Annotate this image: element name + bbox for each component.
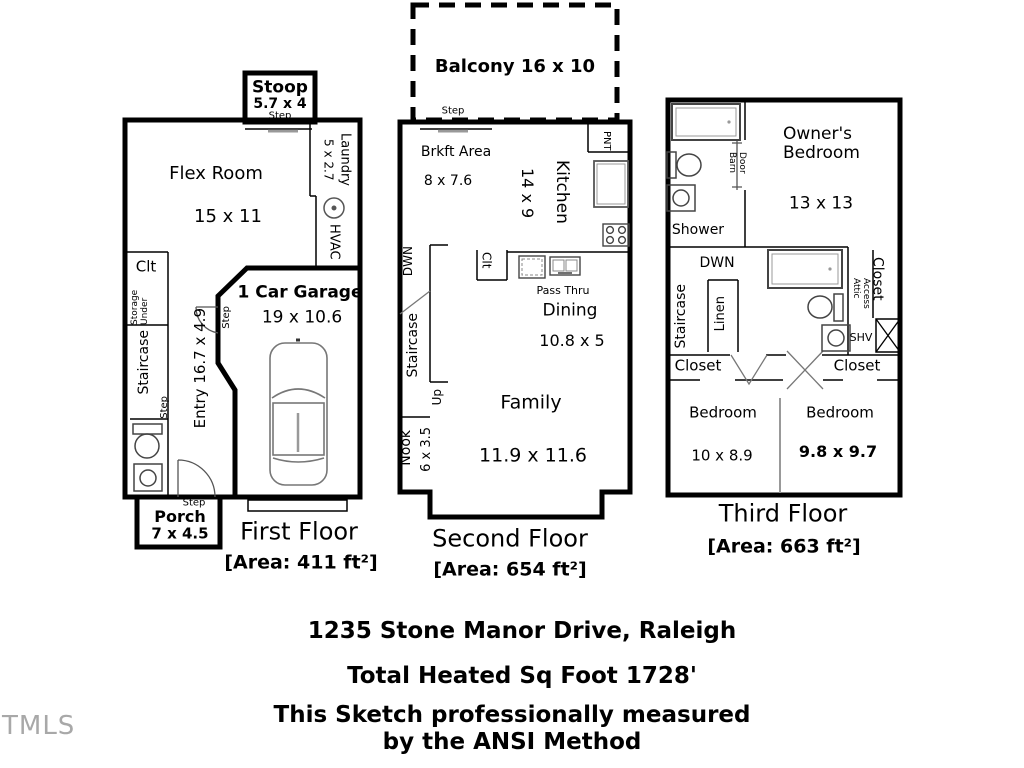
- closet-label-bottom-left: Closet: [674, 356, 722, 375]
- dining-dims: 10.8 x 5: [539, 331, 605, 351]
- closet-label-second-floor: Clt: [479, 252, 494, 269]
- shv-label: SHV: [849, 330, 873, 344]
- flex-room-label: Flex Room: [169, 162, 263, 184]
- first-floor-hvac-icon: [324, 198, 344, 218]
- staircase-step-label: Step: [159, 396, 170, 419]
- bedroom-right-dims: 9.8 x 9.7: [798, 442, 878, 462]
- kitchen-dims: 14 x 9: [517, 168, 537, 219]
- sink-icon-third-floor-mid: [822, 325, 850, 351]
- total-heated-line: Total Heated Sq Foot 1728': [347, 663, 697, 690]
- staircase-label-second-floor: Staircase: [405, 313, 421, 378]
- pantry-label: PNT: [601, 131, 613, 151]
- porch-step-label: Step: [182, 497, 206, 509]
- flex-room-dims: 15 x 11: [194, 205, 262, 227]
- stoop-label: Stoop: [252, 77, 308, 98]
- garage-step-label: Step: [221, 306, 232, 329]
- nook-dims: 6 x 3.5: [419, 427, 434, 472]
- kitchen-label: Kitchen: [552, 160, 573, 224]
- entry-label: Entry 16.7 x 4.9: [191, 308, 209, 429]
- staircase-label-first-floor: Staircase: [136, 330, 152, 395]
- toilet-icon-first-floor: [133, 424, 162, 458]
- bedroom-left-label: Bedroom: [689, 403, 757, 422]
- nook-label: Nook: [398, 430, 414, 466]
- toilet-icon-third-floor-left: [667, 152, 701, 178]
- address-line: 1235 Stone Manor Drive, Raleigh: [307, 618, 737, 645]
- porch-dims: 7 x 4.5: [151, 524, 209, 543]
- balcony-label: Balcony 16 x 10: [434, 55, 596, 77]
- bathtub-icon: [768, 250, 842, 288]
- storage-under-label: Storage Under: [130, 289, 151, 325]
- garage-label: 1 Car Garage: [237, 282, 363, 303]
- dwn-label-second-floor: DWN: [401, 246, 415, 277]
- owners-bedroom-dims: 13 x 13: [788, 193, 854, 214]
- toilet-icon-third-floor-mid: [808, 294, 843, 321]
- stoop-dims: 5.7 x 4: [253, 96, 307, 113]
- family-label: Family: [500, 391, 562, 414]
- sink-icon-first-floor: [134, 464, 162, 491]
- third-floor-title: Third Floor: [718, 499, 848, 528]
- car-icon: [270, 340, 327, 485]
- attic-access-label: Attic Access: [851, 278, 872, 309]
- tmls-watermark: TMLS: [2, 711, 76, 741]
- staircase-label-third-floor: Staircase: [673, 284, 689, 349]
- stoop-step-label: Step: [268, 110, 292, 122]
- dining-label: Dining: [542, 300, 598, 321]
- linen-label: Linen: [713, 296, 728, 332]
- hvac-label: HVAC: [326, 224, 342, 260]
- dwn-label-third-floor: DWN: [699, 255, 735, 272]
- refrigerator-icon: [594, 161, 628, 207]
- dishwasher-icon: [519, 256, 545, 278]
- first-floor-area: [Area: 411 ft²]: [224, 551, 378, 574]
- stove-icon: [603, 224, 629, 246]
- balcony-step-label: Step: [441, 105, 465, 117]
- brkft-area-dims: 8 x 7.6: [423, 173, 473, 190]
- sink-icon-third-floor-left: [667, 185, 695, 211]
- shower-label: Shower: [671, 222, 725, 239]
- garage-dims: 19 x 10.6: [261, 307, 343, 328]
- method-line-2: by the ANSI Method: [382, 729, 642, 756]
- closet-label-first-floor: Clt: [135, 257, 157, 276]
- closet-label-right: Closet: [869, 257, 886, 301]
- barn-door-label: Barn Door: [727, 152, 748, 174]
- second-floor-title: Second Floor: [432, 524, 588, 553]
- shower-tub-icon: [672, 104, 740, 140]
- method-line-1: This Sketch professionally measured: [273, 702, 751, 729]
- bedroom-right-label: Bedroom: [806, 403, 874, 422]
- porch-label: Porch: [154, 507, 206, 527]
- brkft-area-label: Brkft Area: [420, 144, 492, 161]
- second-floor-area: [Area: 654 ft²]: [433, 558, 587, 581]
- up-label: Up: [430, 389, 444, 406]
- kitchen-sink-icon: [550, 257, 580, 275]
- closet-label-bottom-right: Closet: [833, 356, 881, 375]
- family-dims: 11.9 x 11.6: [479, 444, 587, 467]
- laundry-label: Laundry: [337, 133, 353, 186]
- bedroom-left-dims: 10 x 8.9: [691, 446, 753, 465]
- laundry-dims: 5 x 2.7: [321, 139, 336, 181]
- owners-bedroom-label: Owner's Bedroom: [783, 124, 860, 164]
- first-floor-title: First Floor: [240, 517, 358, 546]
- pass-thru-label: Pass Thru: [536, 283, 590, 297]
- third-floor-area: [Area: 663 ft²]: [707, 535, 861, 558]
